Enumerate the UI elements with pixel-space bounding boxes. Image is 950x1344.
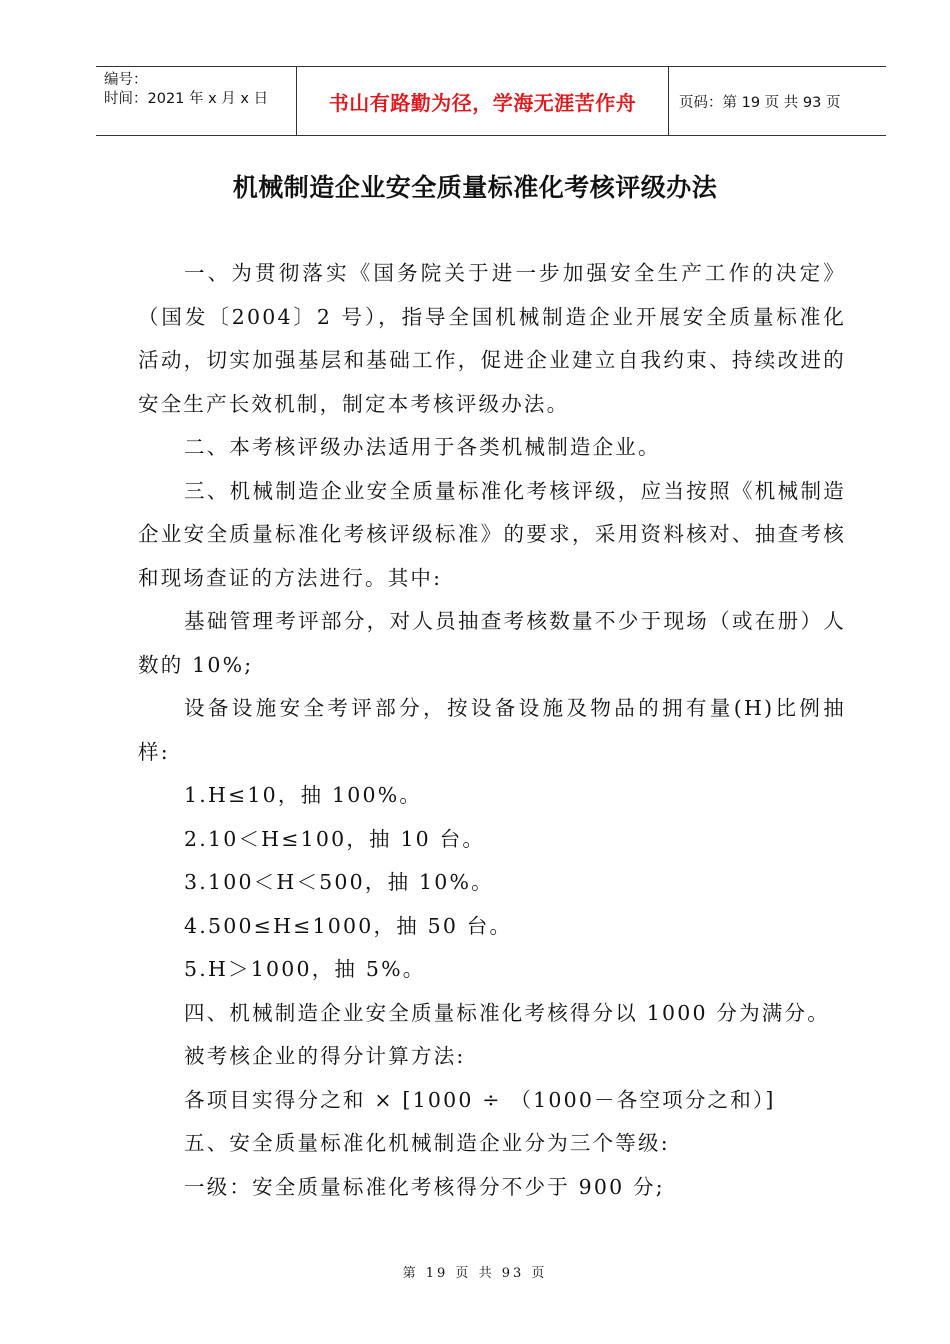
number-label: 编号： <box>104 72 148 88</box>
list-item: 3.100＜H＜500，抽 10%。 <box>184 870 494 894</box>
paragraph: 基础管理考评部分，对人员抽查考核数量不少于现场（或在册）人数的 10%; <box>138 609 846 677</box>
header-meta <box>96 67 297 135</box>
paragraph: 一级：安全质量标准化考核得分不少于 900 分; <box>184 1174 665 1199</box>
header-page-label: 页码：第 19 页 共 93 页 <box>679 94 841 111</box>
paragraph: 五、安全质量标准化机械制造企业分为三个等级: <box>184 1131 670 1155</box>
document-header <box>96 66 886 136</box>
formula: 各项目实得分之和 × [1000 ÷ （1000－各空项分之和）] <box>184 1087 776 1112</box>
list-item: 5.H＞1000，抽 5%。 <box>184 957 426 981</box>
paragraph: 设备设施安全考评部分，按设备设施及物品的拥有量(H)比例抽样: <box>138 696 846 764</box>
paragraph: 四、机械制造企业安全质量标准化考核得分以 1000 分为满分。 <box>184 1000 830 1025</box>
document-body <box>138 252 846 1209</box>
document-title: 机械制造企业安全质量标准化考核评级办法 <box>232 173 718 202</box>
paragraph: 三、机械制造企业安全质量标准化考核评级，应当按照《机械制造企业安全质量标准化考核评级标准》的要求，采用资料核对、抽查考核和现场查证的方法进行。其中: <box>138 478 846 590</box>
paragraph: 二、本考核评级办法适用于各类机械制造企业。 <box>184 435 661 459</box>
list-item: 2.10＜H≤100，抽 10 台。 <box>184 826 486 851</box>
header-motto: 书山有路勤为径，学海无涯苦作舟 <box>297 67 669 135</box>
list-item: 1.H≤10，抽 100%。 <box>184 783 423 807</box>
time-label: 时间：2021 年 x 月 x 日 <box>104 91 269 107</box>
list-item: 4.500≤H≤1000，抽 50 台。 <box>184 913 513 938</box>
paragraph: 一、为贯彻落实《国务院关于进一步加强安全生产工作的决定》（国发〔2004〕2 号），指导全国机械制造企业开展安全质量标准化活动，切实加强基层和基础工作，促进企业建立自我约束、持续改进的安全生产长效机制，制定本考核评级办法。 <box>138 261 846 416</box>
paragraph: 被考核企业的得分计算方法: <box>184 1044 466 1068</box>
page-footer: 第 19 页 共 93 页 <box>402 1266 548 1281</box>
